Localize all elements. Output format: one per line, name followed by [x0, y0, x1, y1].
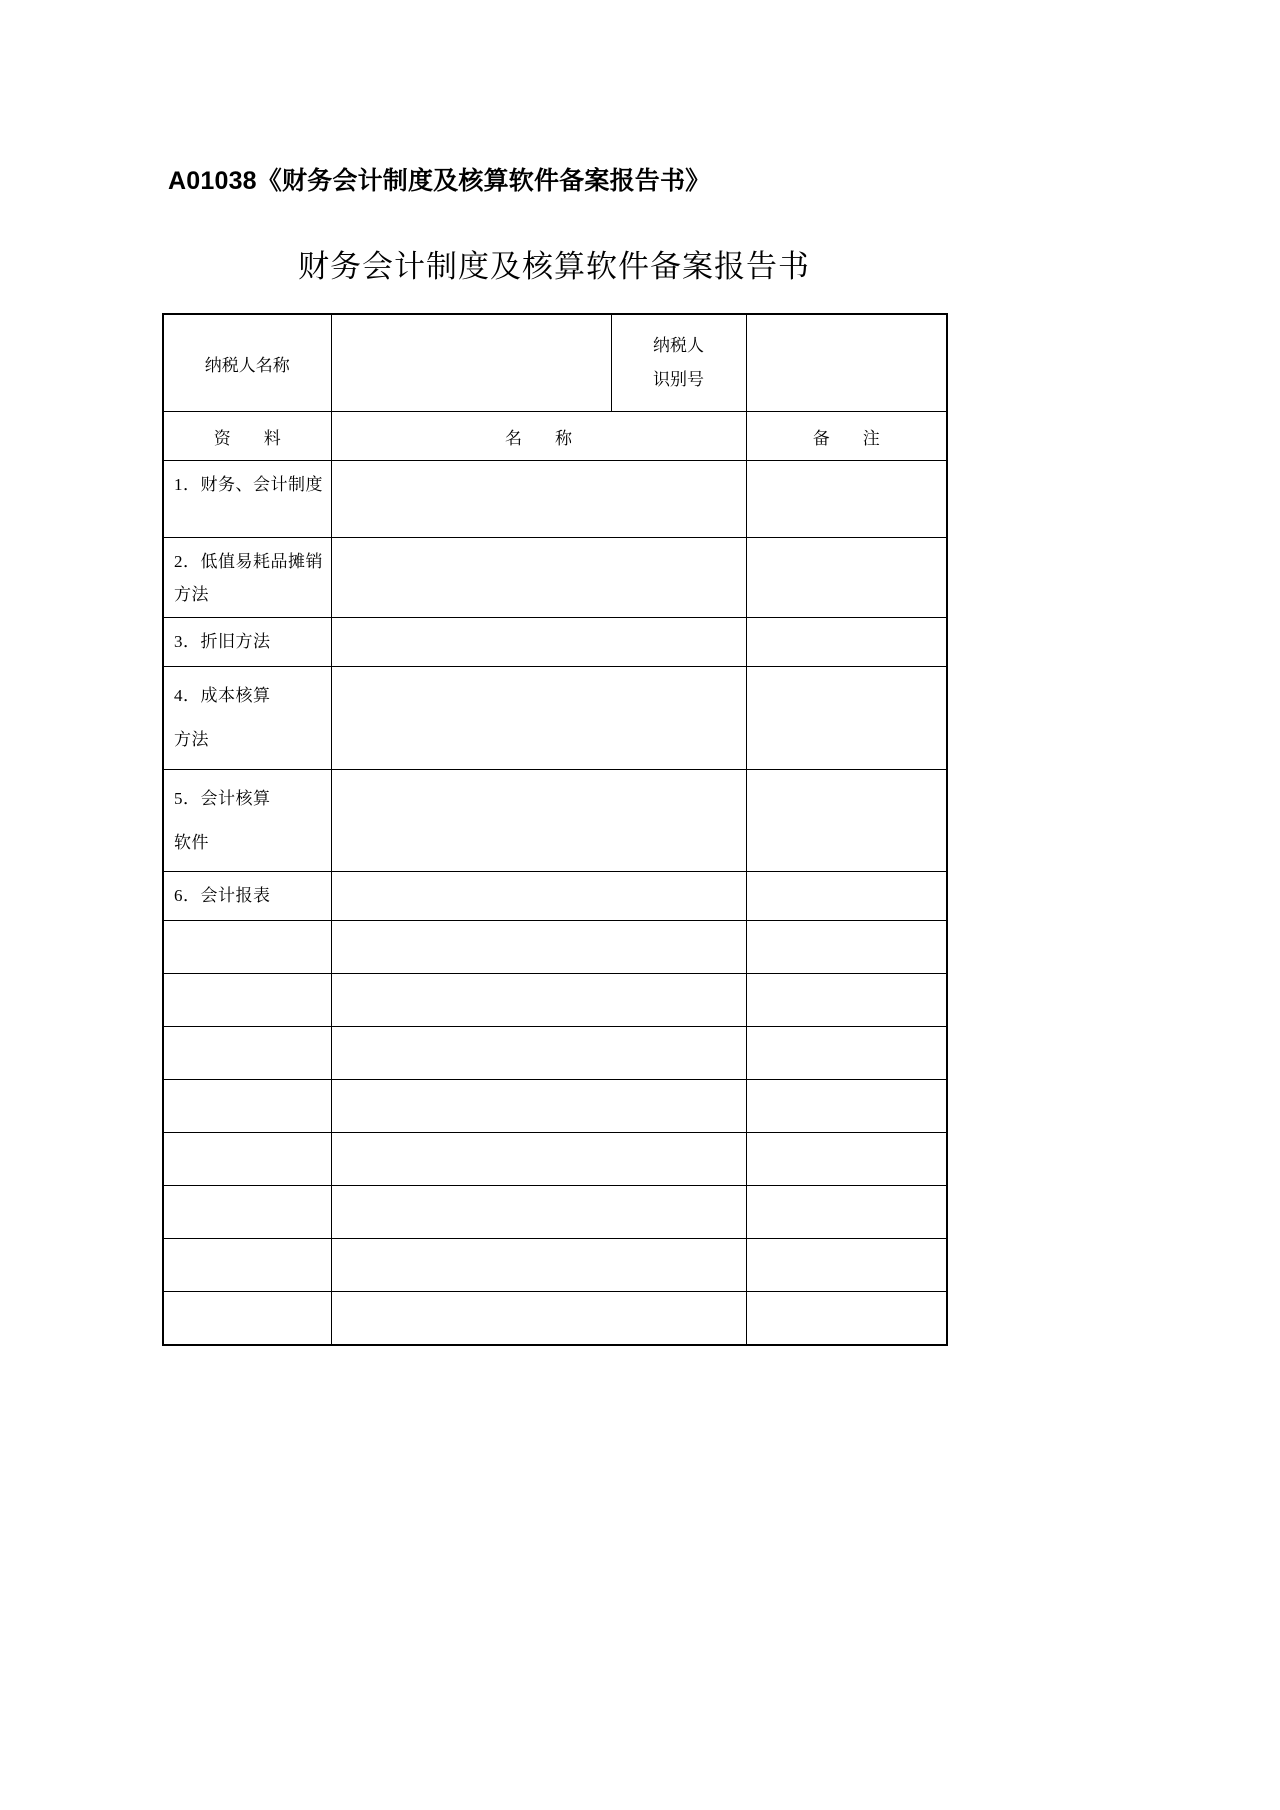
row-name-value [332, 921, 746, 937]
header-name-cell [331, 412, 746, 461]
row-material-cell [163, 461, 331, 538]
row-remark-value [747, 1186, 947, 1202]
table-row [163, 1133, 947, 1186]
table-row [163, 872, 947, 921]
row-material-cell [163, 872, 331, 921]
row-name-value [332, 538, 746, 554]
table-row [163, 461, 947, 538]
row-remark-cell[interactable] [746, 921, 947, 974]
table-row-taxpayer [163, 314, 947, 412]
row-name-value [332, 1133, 746, 1149]
row-remark-cell[interactable] [746, 667, 947, 769]
table-row [163, 618, 947, 667]
taxpayer-id-value-cell[interactable] [746, 314, 947, 412]
document-code-title: A01038《财务会计制度及核算软件备案报告书》 [168, 167, 711, 195]
row-remark-cell[interactable] [746, 618, 947, 667]
row-remark-cell[interactable] [746, 974, 947, 1027]
row-material-label: 2．低值易耗品摊销方法 [174, 552, 323, 605]
row-name-value [332, 974, 746, 990]
row-name-value [332, 618, 746, 634]
row-material-label [164, 974, 331, 987]
row-name-cell[interactable] [331, 769, 746, 871]
table-row [163, 538, 947, 618]
row-material-cell [163, 618, 331, 667]
row-remark-cell[interactable] [746, 461, 947, 538]
header-material-cell [163, 412, 331, 461]
row-material-label [164, 1027, 331, 1040]
table-row [163, 1239, 947, 1292]
row-remark-value [747, 921, 947, 937]
row-material-cell [163, 538, 331, 618]
taxpayer-name-value-cell[interactable] [331, 314, 611, 412]
row-material-label: 1．财务、会计制度 [174, 475, 323, 494]
table-row [163, 667, 947, 769]
header-remark-label: 备 注 [812, 428, 888, 448]
row-name-cell[interactable] [331, 1027, 746, 1080]
row-name-cell[interactable] [331, 538, 746, 618]
row-name-value [332, 1027, 746, 1043]
page-title: 财务会计制度及核算软件备案报告书 [298, 249, 810, 284]
row-material-label: 6．会计报表 [174, 886, 271, 906]
row-material-cell[interactable] [163, 1186, 331, 1239]
row-material-cell[interactable] [163, 1239, 331, 1292]
row-material-label [164, 921, 331, 934]
table-row [163, 1027, 947, 1080]
row-material-label: 4．成本核算 方法 [174, 686, 271, 750]
row-name-value [332, 770, 746, 786]
row-remark-cell[interactable] [746, 1133, 947, 1186]
row-name-cell[interactable] [331, 1186, 746, 1239]
taxpayer-name-label: 纳税人名称 [204, 355, 290, 375]
header-name-label: 名 称 [505, 428, 580, 448]
row-material-cell[interactable] [163, 921, 331, 974]
table-row [163, 921, 947, 974]
row-name-value [332, 1239, 746, 1255]
taxpayer-name-label-cell [163, 314, 331, 412]
row-remark-value [747, 872, 947, 888]
row-material-cell[interactable] [163, 1133, 331, 1186]
row-material-cell [163, 769, 331, 871]
taxpayer-id-label [612, 315, 746, 411]
row-name-value [332, 461, 746, 477]
row-name-cell[interactable] [331, 921, 746, 974]
taxpayer-id-value [747, 315, 947, 411]
row-material-label [164, 1239, 331, 1252]
row-remark-cell[interactable] [746, 769, 947, 871]
row-name-value [332, 1080, 746, 1096]
row-name-cell[interactable] [331, 872, 746, 921]
row-name-cell[interactable] [331, 1133, 746, 1186]
table-row [163, 974, 947, 1027]
row-remark-cell[interactable] [746, 1239, 947, 1292]
table-row [163, 1186, 947, 1239]
row-remark-cell[interactable] [746, 1080, 947, 1133]
row-material-label: 3．折旧方法 [174, 632, 271, 652]
row-name-cell[interactable] [331, 618, 746, 667]
row-remark-value [747, 461, 947, 477]
row-name-cell[interactable] [331, 1239, 746, 1292]
row-remark-cell[interactable] [746, 538, 947, 618]
row-remark-value [747, 1133, 947, 1149]
row-material-label [164, 1133, 331, 1146]
row-remark-value [747, 1292, 947, 1308]
taxpayer-name-value [332, 315, 611, 411]
row-material-label: 5．会计核算 软件 [174, 788, 271, 852]
row-remark-cell[interactable] [746, 1027, 947, 1080]
row-remark-value [747, 1080, 947, 1096]
filing-report-table [162, 313, 948, 1346]
row-name-cell[interactable] [331, 667, 746, 769]
table-header-row [163, 412, 947, 461]
row-remark-value [747, 667, 947, 683]
table-row [163, 1292, 947, 1346]
row-material-label [164, 1292, 331, 1305]
row-remark-value [747, 1027, 947, 1043]
row-remark-value [747, 974, 947, 990]
row-material-cell[interactable] [163, 974, 331, 1027]
row-name-value [332, 1292, 746, 1308]
row-remark-value [747, 770, 947, 786]
row-remark-cell[interactable] [746, 1292, 947, 1346]
row-material-cell[interactable] [163, 1292, 331, 1346]
header-material-label: 资 料 [213, 428, 289, 448]
row-material-label [164, 1186, 331, 1199]
taxpayer-id-label-line1: 纳税人 [653, 336, 704, 355]
row-name-cell[interactable] [331, 1292, 746, 1346]
taxpayer-id-label-line2: 识别号 [653, 370, 704, 389]
row-remark-value [747, 618, 947, 634]
row-material-cell[interactable] [163, 1027, 331, 1080]
row-remark-value [747, 538, 947, 554]
row-remark-value [747, 1239, 947, 1255]
header-remark-cell [746, 412, 947, 461]
row-name-value [332, 1186, 746, 1202]
row-name-cell[interactable] [331, 1080, 746, 1133]
table-row [163, 1080, 947, 1133]
row-name-cell[interactable] [331, 974, 746, 1027]
row-material-cell [163, 667, 331, 769]
row-name-cell[interactable] [331, 461, 746, 538]
table-row [163, 769, 947, 871]
row-material-label [164, 1080, 331, 1093]
row-material-cell[interactable] [163, 1080, 331, 1133]
taxpayer-id-label-cell [611, 314, 746, 412]
row-remark-cell[interactable] [746, 872, 947, 921]
row-name-value [332, 872, 746, 888]
row-name-value [332, 667, 746, 683]
row-remark-cell[interactable] [746, 1186, 947, 1239]
